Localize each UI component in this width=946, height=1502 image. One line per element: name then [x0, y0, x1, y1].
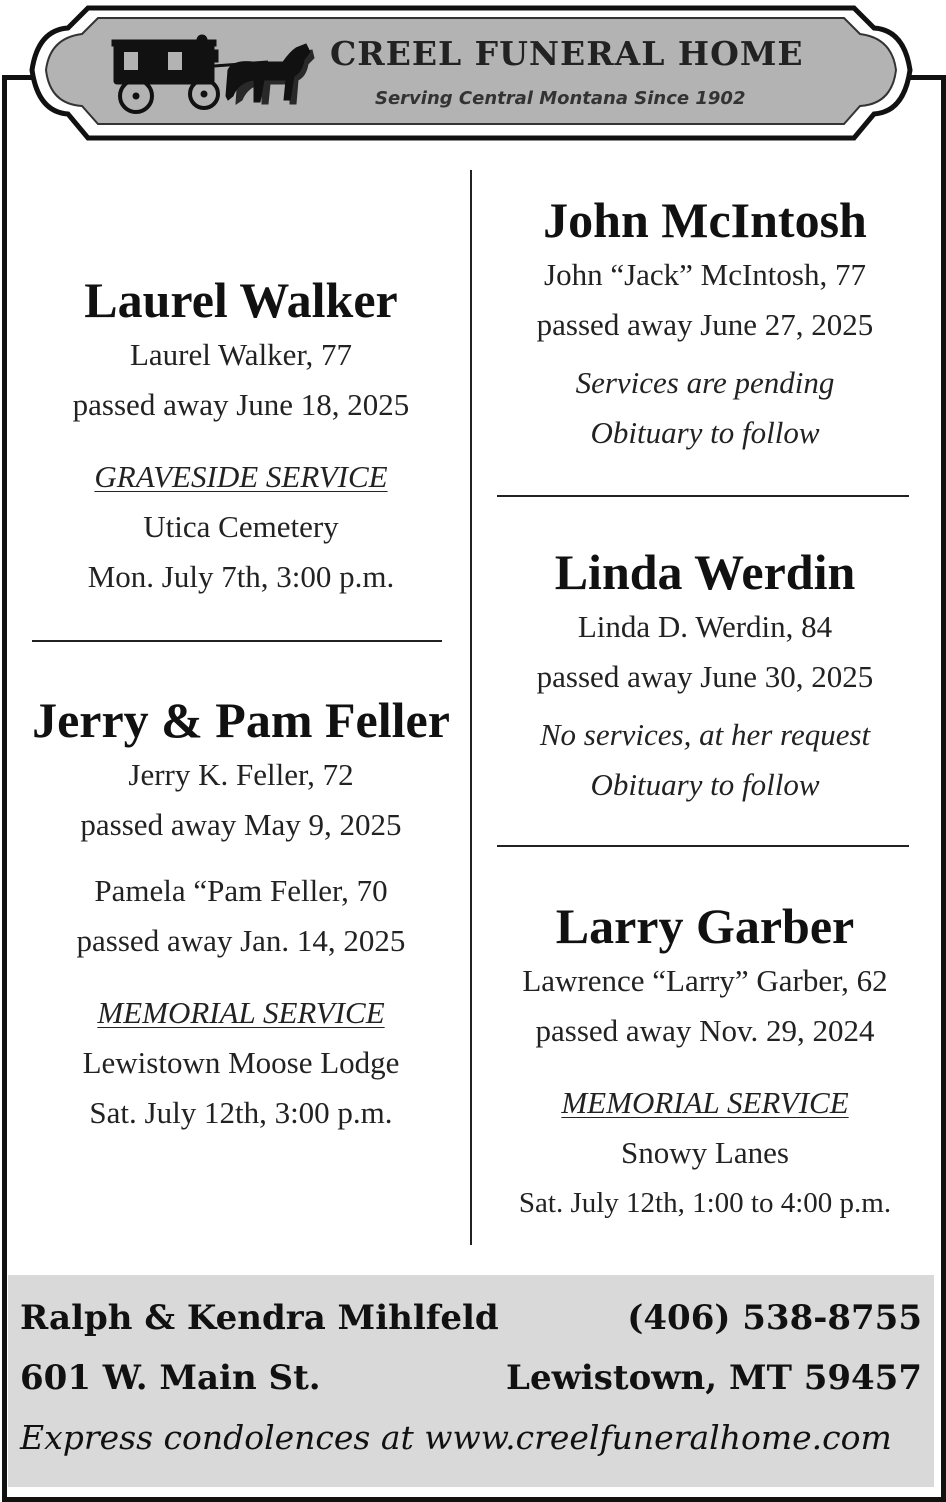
service-location: Utica Cemetery [143, 509, 339, 544]
decedent-age: Linda D. Werdin, 84 [577, 609, 833, 644]
date-of-passing-2: passed away Jan. 14, 2025 [76, 923, 406, 958]
section-divider [497, 495, 909, 497]
service-note: Services are pending [575, 365, 835, 400]
date-of-passing: passed away May 9, 2025 [80, 807, 402, 842]
city-state-zip: Lewistown, MT 59457 [506, 1358, 922, 1398]
decedent-age: Laurel Walker, 77 [129, 337, 353, 372]
service-heading: MEMORIAL SERVICE [97, 995, 385, 1030]
condolences-website: Express condolences at www.creelfuneralhome.com [20, 1418, 892, 1457]
decedent-age-2: Pamela “Pam Feller, 70 [94, 873, 388, 908]
service-heading: MEMORIAL SERVICE [561, 1085, 849, 1120]
notice-linda-werdin [474, 542, 936, 810]
date-of-passing: passed away June 27, 2025 [536, 307, 874, 342]
notice-laurel-walker [12, 270, 470, 602]
section-divider [497, 845, 909, 847]
decedent-name: Larry Garber [555, 898, 855, 954]
date-of-passing: passed away June 30, 2025 [536, 659, 874, 694]
section-divider [32, 640, 442, 642]
service-location: Lewistown Moose Lodge [82, 1045, 400, 1080]
decedent-name: Linda Werdin [554, 544, 856, 600]
notice-larry-garber [474, 896, 936, 1228]
decedent-name: Jerry & Pam Feller [32, 692, 450, 748]
date-of-passing: passed away June 18, 2025 [72, 387, 410, 422]
service-heading: GRAVESIDE SERVICE [94, 459, 388, 494]
funeral-home-name: CREEL FUNERAL HOME [330, 34, 804, 73]
phone-number: (406) 538-8755 [627, 1298, 922, 1338]
service-time: Mon. July 7th, 3:00 p.m. [87, 559, 395, 594]
service-location: Snowy Lanes [621, 1135, 789, 1170]
service-time: Sat. July 12th, 1:00 to 4:00 p.m. [518, 1187, 892, 1219]
decedent-age: John “Jack” McIntosh, 77 [544, 257, 866, 292]
service-note: No services, at her request [539, 717, 871, 752]
date-of-passing: passed away Nov. 29, 2024 [535, 1013, 875, 1048]
notice-john-mcintosh [474, 190, 936, 458]
obituary-note: Obituary to follow [590, 767, 820, 802]
header-banner [28, 0, 914, 150]
column-divider [470, 170, 472, 1245]
decedent-name: John McIntosh [543, 192, 867, 248]
decedent-name: Laurel Walker [84, 272, 398, 328]
decedent-age: Jerry K. Feller, 72 [128, 757, 354, 792]
notice-feller [12, 690, 470, 1138]
service-time: Sat. July 12th, 3:00 p.m. [89, 1095, 393, 1130]
funeral-home-tagline: Serving Central Montana Since 1902 [375, 88, 746, 109]
obituary-note: Obituary to follow [590, 415, 820, 450]
decedent-age: Lawrence “Larry” Garber, 62 [522, 963, 888, 998]
owners-name: Ralph & Kendra Mihlfeld [20, 1298, 499, 1338]
street-address: 601 W. Main St. [20, 1358, 321, 1398]
